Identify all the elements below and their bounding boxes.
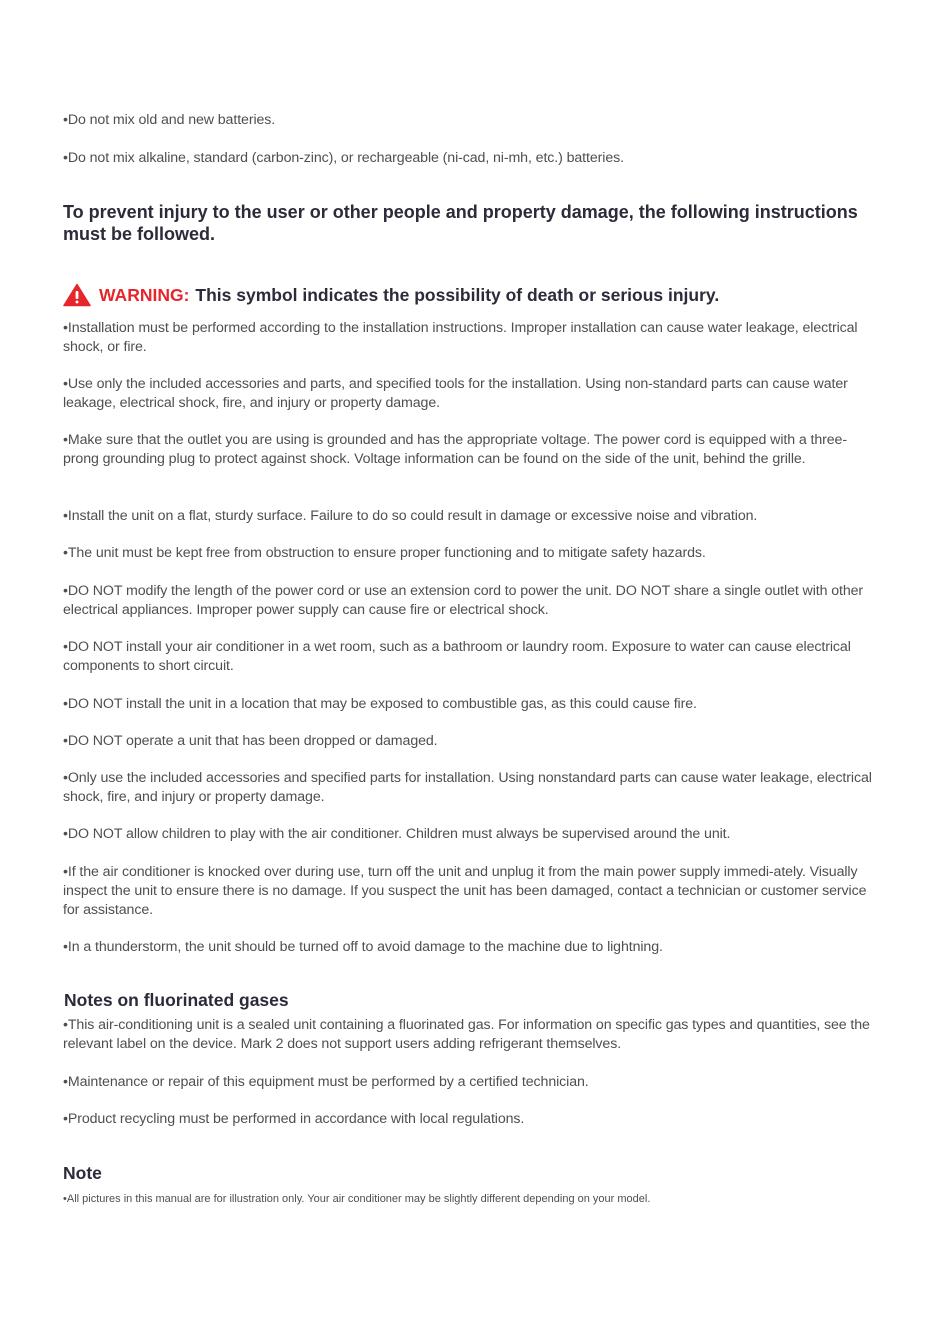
warning-triangle-icon <box>63 283 91 307</box>
fluorinated-gases-heading: Notes on fluorinated gases <box>64 990 289 1010</box>
warning-label: WARNING: <box>99 284 190 305</box>
fluorinated-item: •This air-conditioning unit is a sealed unit containing a fluorinated gas. For information on specific gas types and quantities, see the relevant label on the device. Mark 2 does not support users adding refrigerant themselves. <box>63 1017 870 1052</box>
note-heading: Note <box>63 1163 102 1183</box>
warning-item: •The unit must be kept free from obstruction to ensure proper functioning and to mitigate safety hazards. <box>63 545 706 561</box>
warning-item: •In a thunderstorm, the unit should be turned off to avoid damage to the machine due to lightning. <box>63 939 663 955</box>
note-text: •All pictures in this manual are for illustration only. Your air conditioner may be slightly different depending on your model. <box>63 1193 651 1205</box>
warning-item: •Only use the included accessories and specified parts for installation. Using nonstandard parts can cause water leakage, electrical shock, fire, and injury or property damage. <box>63 770 872 805</box>
battery-note-types: •Do not mix alkaline, standard (carbon-zinc), or rechargeable (ni-cad, ni-mh, etc.) batteries. <box>63 150 624 166</box>
warning-item: •DO NOT install your air conditioner in a wet room, such as a bathroom or laundry room. Exposure to water can cause electrical components to short circuit. <box>63 639 851 674</box>
warning-item: •Make sure that the outlet you are using is grounded and has the appropriate voltage. The power cord is equipped with a three-prong grounding plug to protect against shock. Voltage information can be found on the side of the unit, behind the grille. <box>63 432 847 467</box>
warning-item: •Install the unit on a flat, sturdy surface. Failure to do so could result in damage or excessive noise and vibration. <box>63 508 758 524</box>
fluorinated-item: •Maintenance or repair of this equipment must be performed by a certified technician. <box>63 1074 589 1090</box>
warning-line <box>63 282 875 308</box>
warning-item: •If the air conditioner is knocked over during use, turn off the unit and unplug it from the main power supply immedi-ately. Visually inspect the unit to ensure there is no damage. If you suspect the unit has been damaged, contact a technician or customer service for assistance. <box>63 864 867 918</box>
warning-item: •DO NOT install the unit in a location that may be exposed to combustible gas, as this could cause fire. <box>63 696 697 712</box>
warning-item: •Installation must be performed according to the installation instructions. Improper installation can cause water leakage, electrical shock, or fire. <box>63 320 858 355</box>
warning-item: •Use only the included accessories and parts, and specified tools for the installation. Using non-standard parts can cause water leakage, electrical shock, fire, and injury or property damage. <box>63 376 848 411</box>
warning-item: •DO NOT operate a unit that has been dropped or damaged. <box>63 733 438 749</box>
warning-item: •DO NOT modify the length of the power cord or use an extension cord to power the unit. DO NOT share a single outlet with other electrical appliances. Improper power supply can cause fire or electrical shock. <box>63 583 864 618</box>
intro-heading: To prevent injury to the user or other people and property damage, the following instructions must be followed. <box>63 202 858 244</box>
fluorinated-item: •Product recycling must be performed in accordance with local regulations. <box>63 1111 525 1127</box>
warning-description: This symbol indicates the possibility of death or serious injury. <box>195 284 720 305</box>
warning-item: •DO NOT allow children to play with the air conditioner. Children must always be supervised around the unit. <box>63 826 731 842</box>
battery-note-old-new: •Do not mix old and new batteries. <box>63 112 276 128</box>
